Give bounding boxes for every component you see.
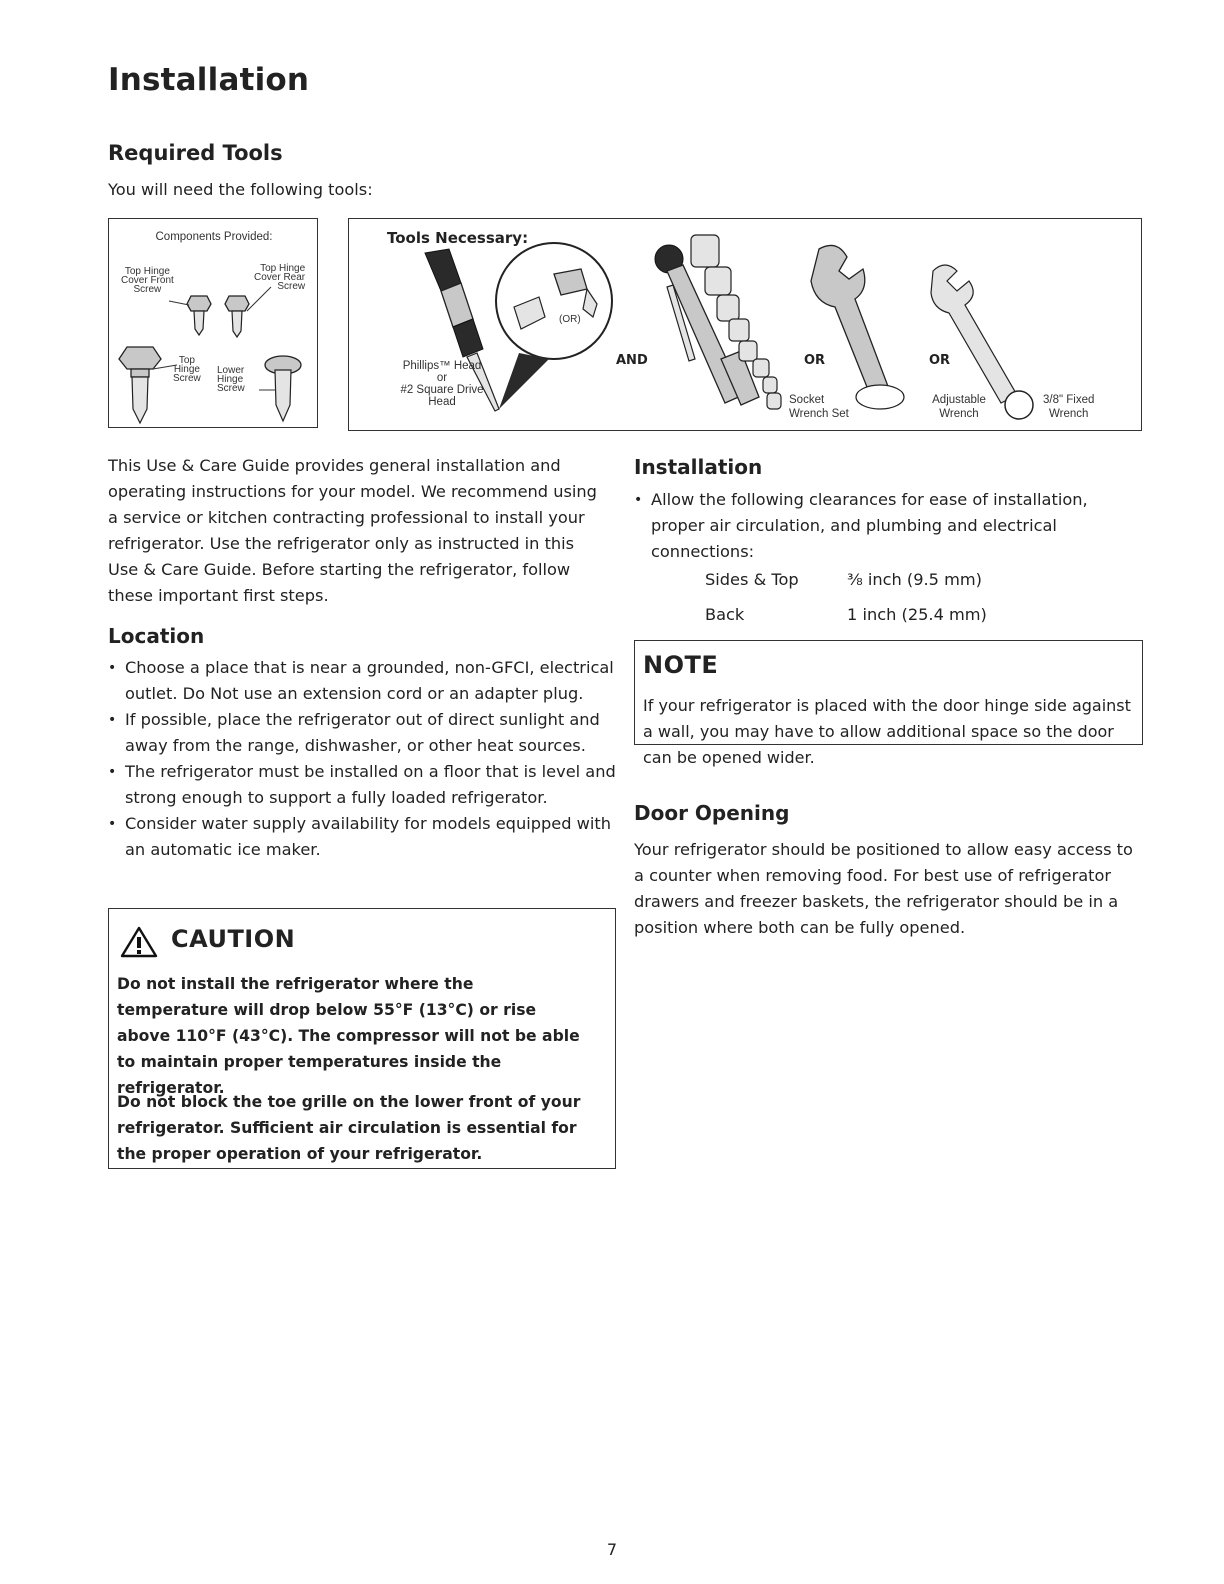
warning-icon xyxy=(119,925,159,959)
screws-illustration xyxy=(109,219,317,427)
location-heading: Location xyxy=(108,624,205,648)
location-list xyxy=(108,655,620,863)
cover-front-screw-icon xyxy=(169,296,211,335)
installation-list xyxy=(634,487,1104,565)
lower-hinge-screw-label: Lower Hinge Screw xyxy=(217,365,245,394)
tools-necessary-title: Tools Necessary: xyxy=(387,229,529,247)
adjustable-wrench-icon xyxy=(811,245,904,409)
note-box xyxy=(634,640,1143,767)
list-item: • Consider water supply availability for models equipped with an automatic ice maker. xyxy=(108,811,620,863)
components-provided-box xyxy=(108,218,318,428)
door-opening-text: Your refrigerator should be positioned to allow easy access to a counter when removing food. For best use of refrigerator drawers and freezer baskets, the refrigerator should be in a position where both can be fully opened. xyxy=(634,840,1133,937)
intro-paragraph: This Use & Care Guide provides general installation and operating instructions for your model. We recommend using a service or kitchen contracting professional to install your refrigerator. Use the refrigerator only as instructed in this Use & Care Guide. Before starting the refrigerator, follow these important first steps. xyxy=(108,456,597,605)
top-hinge-cover-rear-screw-label: Top Hinge Cover Rear Screw xyxy=(254,263,306,292)
list-item: • The refrigerator must be installed on a floor that is level and strong enough to support a fully loaded refrigerator. xyxy=(108,759,620,811)
fixed-wrench-label: 3/8" Fixed Wrench xyxy=(1043,394,1095,420)
and-label: AND xyxy=(616,353,648,368)
caution-title: CAUTION xyxy=(171,925,296,953)
components-title: Components Provided: xyxy=(155,231,273,243)
caution-paragraph-2: Do not block the toe grille on the lower front of your refrigerator. Sufficient air circulation is essential for the proper operation of your refrigerator. xyxy=(117,1093,581,1163)
clearance-location: Sides & Top xyxy=(705,570,799,589)
clearance-location: Back xyxy=(705,605,745,624)
door-opening-heading: Door Opening xyxy=(634,801,790,825)
caution-paragraph-1: Do not install the refrigerator where the temperature will drop below 55°F (13°C) or rise above 110°F (43°C). The compressor will not be able to maintain proper temperatures inside the refrigerator. xyxy=(117,975,580,1097)
adjustable-label: Adjustable Wrench xyxy=(932,394,986,420)
phillips-label: Phillips™ Head or #2 Square Drive Head xyxy=(400,360,484,408)
list-item: • If possible, place the refrigerator out of direct sunlight and away from the range, dishwasher, or other heat sources. xyxy=(108,707,620,759)
clearance-row-sides-top xyxy=(705,570,982,589)
or-bit-label: (OR) xyxy=(559,314,581,325)
installation-heading: Installation xyxy=(634,455,763,479)
tools-necessary-box xyxy=(348,218,1142,431)
or-label-2: OR xyxy=(929,353,951,368)
list-item: • Allow the following clearances for ease of installation, proper air circulation, and plumbing and electrical connections: xyxy=(634,487,1104,565)
top-hinge-screw-icon xyxy=(119,347,177,423)
socket-label: Socket Wrench Set xyxy=(789,394,849,420)
top-hinge-cover-front-screw-label: Top Hinge Cover Front Screw xyxy=(121,266,174,295)
page-title: Installation xyxy=(108,62,310,98)
caution-box xyxy=(108,908,616,1169)
clearance-value: 1 inch (25.4 mm) xyxy=(847,605,987,624)
clearance-row-back xyxy=(705,605,987,624)
lower-hinge-screw-icon xyxy=(259,356,301,421)
top-hinge-screw-label: Top Hinge Screw xyxy=(173,355,201,384)
list-item: • Choose a place that is near a grounded, non-GFCI, electrical outlet. Do Not use an extension cord or an adapter plug. xyxy=(108,655,620,707)
required-tools-heading: Required Tools xyxy=(108,141,283,165)
bits-circle-icon xyxy=(496,243,612,409)
page-number: 7 xyxy=(606,1540,618,1559)
clearance-value: ⅜ inch (9.5 mm) xyxy=(847,570,982,589)
note-text: If your refrigerator is placed with the door hinge side against a wall, you may have to allow additional space so the door can be opened wider. xyxy=(643,696,1131,767)
or-label-1: OR xyxy=(804,353,826,368)
note-title: NOTE xyxy=(643,651,719,679)
required-tools-intro: You will need the following tools: xyxy=(108,180,373,199)
cover-rear-screw-icon xyxy=(225,287,271,337)
